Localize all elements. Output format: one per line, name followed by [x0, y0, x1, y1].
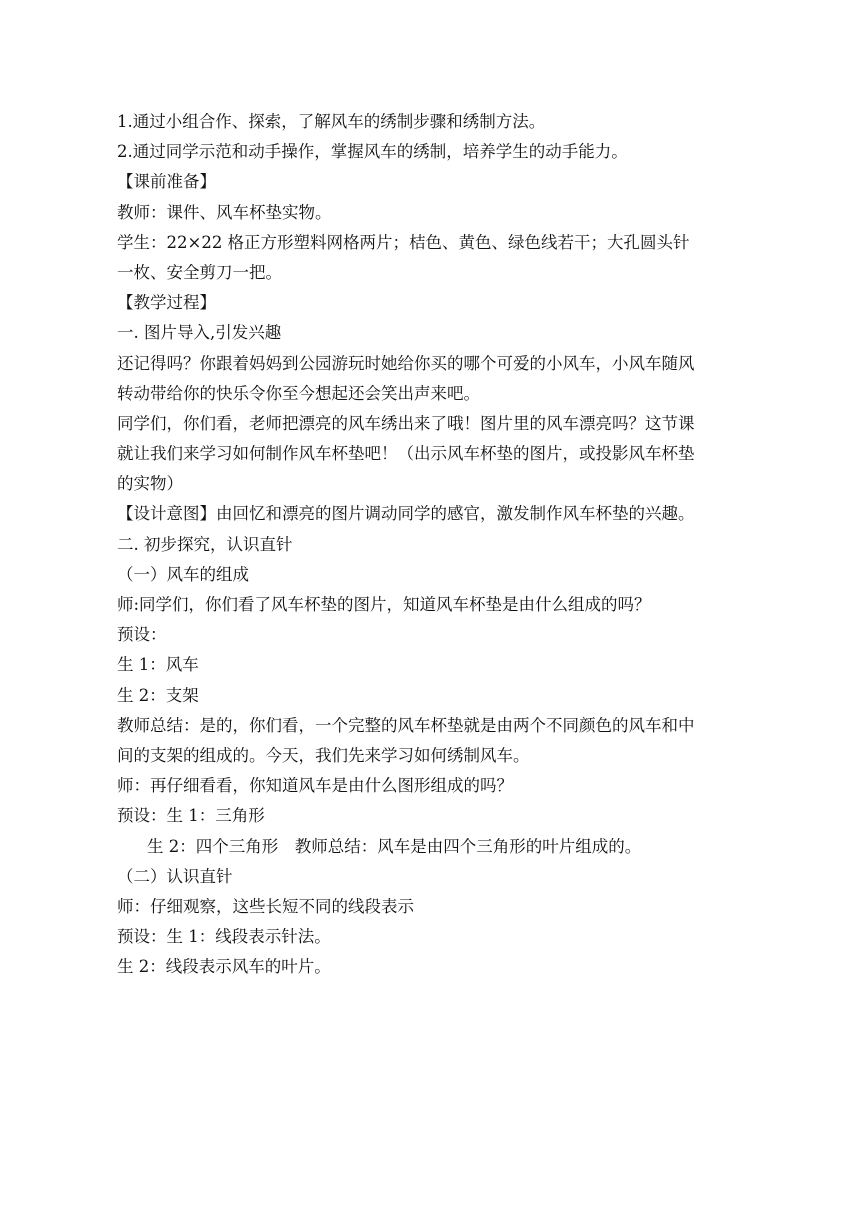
subsection-composition-heading: （一）风车的组成: [117, 564, 249, 584]
teacher-summary-line-1: 教师总结：是的，你们看，一个完整的风车杯垫就是由两个不同颜色的风车和中: [117, 715, 695, 735]
preset-label: 预设：: [117, 625, 167, 645]
section-heading-preparation: 【课前准备】: [117, 172, 216, 192]
teacher-question-shape-line: 师：再仔细看看，你知道风车是由什么图形组成的吗？: [117, 776, 513, 796]
preset-student-1-stitch: 预设：生 1：线段表示针法。: [117, 927, 331, 947]
objective-line-1: 1.通过小组合作、探索，了解风车的绣制步骤和绣制方法。: [117, 112, 546, 131]
teacher-question-line: 师:同学们，你们看了风车杯垫的图片，知道风车杯垫是由什么组成的吗？: [117, 595, 651, 614]
student-materials-line-1: 学生：22×22 格正方形塑料网格两片；桔色、黄色、绿色线若干；大孔圆头针: [117, 232, 690, 252]
teacher-materials-line: 教师：课件、风车杯垫实物。: [117, 202, 332, 222]
student-2-summary-line: 生 2：四个三角形 教师总结：风车是由四个三角形的叶片组成的。: [147, 836, 642, 856]
step-one-heading: 一. 图片导入,引发兴趣: [117, 323, 282, 343]
design-intent-line: 【设计意图】由回忆和漂亮的图片调动同学的感官，激发制作风车杯垫的兴趣。: [117, 504, 695, 524]
section-heading-process: 【教学过程】: [117, 293, 216, 313]
student-1-answer: 生 1：风车: [117, 655, 199, 675]
intro-paragraph-line-1: 还记得吗？你跟着妈妈到公园游玩时她给你买的哪个可爱的小风车，小风车随风: [117, 353, 695, 373]
preset-student-1-triangle: 预设：生 1：三角形: [117, 806, 265, 826]
student-materials-line-2: 一枚、安全剪刀一把。: [117, 262, 282, 282]
subsection-straight-stitch-heading: （二）认识直针: [117, 866, 233, 886]
student-2-answer: 生 2：支架: [117, 685, 199, 705]
intro-paragraph-line-2: 转动带给你的快乐令你至今想起还会笑出声来吧。: [117, 383, 480, 403]
step-two-heading: 二. 初步探究，认识直针: [117, 534, 293, 554]
intro-paragraph2-line-1: 同学们，你们看，老师把漂亮的风车绣出来了哦！图片里的风车漂亮吗？这节课: [117, 413, 695, 433]
teacher-observe-line: 师：仔细观察，这些长短不同的线段表示: [117, 896, 414, 916]
intro-paragraph2-line-2: 就让我们来学习如何制作风车杯垫吧！（出示风车杯垫的图片，或投影风车杯垫: [117, 444, 695, 464]
document-body: [117, 107, 747, 982]
intro-paragraph2-line-3: 的实物）: [117, 474, 183, 494]
student-2-blade-line: 生 2：线段表示风车的叶片。: [117, 957, 331, 977]
objective-line-2: 2.通过同学示范和动手操作，掌握风车的绣制，培养学生的动手能力。: [117, 142, 628, 162]
teacher-summary-line-2: 间的支架的组成的。今天，我们先来学习如何绣制风车。: [117, 745, 530, 765]
